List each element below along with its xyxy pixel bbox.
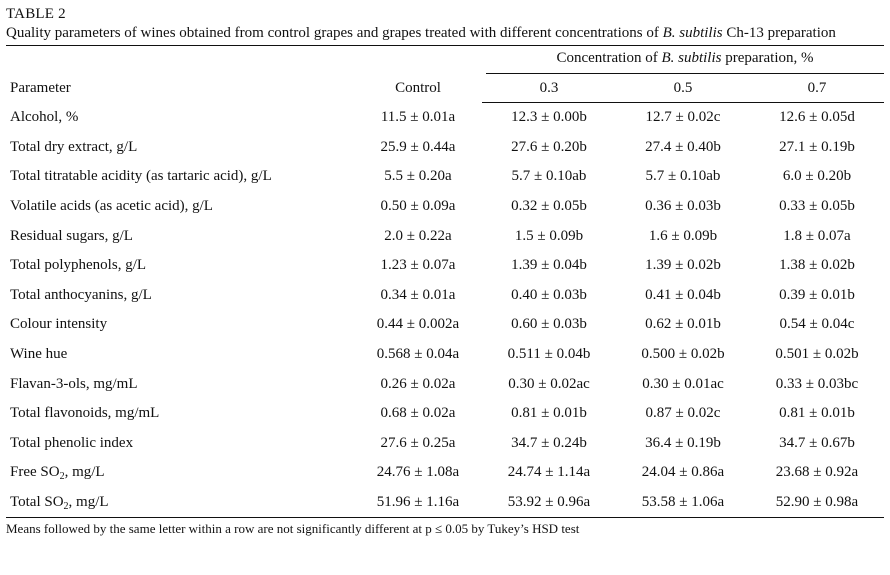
value-cell: 0.41 ± 0.04b bbox=[645, 286, 721, 303]
value-cell: 27.4 ± 0.40b bbox=[645, 138, 721, 155]
value-cell: 27.6 ± 0.25a bbox=[380, 434, 456, 451]
parameter-cell: Volatile acids (as acetic acid), g/L bbox=[10, 198, 213, 215]
parameter-subscript: 2 bbox=[59, 471, 65, 483]
value-cell: 0.26 ± 0.02a bbox=[380, 375, 456, 392]
table-row bbox=[6, 488, 884, 518]
header-concentration-unit: preparation, % bbox=[721, 49, 814, 66]
value-cell: 12.6 ± 0.05d bbox=[779, 109, 855, 126]
table-row bbox=[6, 340, 884, 370]
value-cell: 0.500 ± 0.02b bbox=[641, 346, 725, 363]
value-cell: 0.68 ± 0.02a bbox=[380, 405, 456, 422]
value-cell: 0.30 ± 0.01ac bbox=[642, 375, 724, 392]
value-cell: 0.87 ± 0.02c bbox=[645, 405, 721, 422]
parameter-unit: , mg/L bbox=[68, 494, 109, 511]
table-body bbox=[6, 103, 884, 518]
value-cell: 5.7 ± 0.10ab bbox=[645, 168, 721, 185]
value-cell: 27.6 ± 0.20b bbox=[511, 138, 587, 155]
parameter-cell: Alcohol, % bbox=[10, 109, 79, 126]
value-cell: 0.511 ± 0.04b bbox=[507, 346, 591, 363]
value-cell: 1.5 ± 0.09b bbox=[514, 227, 584, 244]
table-row bbox=[6, 133, 884, 163]
header-conc-0-5: 0.5 bbox=[616, 74, 750, 103]
value-cell: 34.7 ± 0.24b bbox=[511, 434, 587, 451]
value-cell: 0.62 ± 0.01b bbox=[645, 316, 721, 333]
value-cell: 0.50 ± 0.09a bbox=[380, 198, 456, 215]
value-cell: 1.8 ± 0.07a bbox=[783, 227, 851, 244]
value-cell: 53.92 ± 0.96a bbox=[482, 488, 616, 518]
parameter-cell: Total polyphenols, g/L bbox=[10, 257, 147, 274]
table-row bbox=[6, 369, 884, 399]
value-cell: 2.0 ± 0.22a bbox=[384, 227, 452, 244]
header-conc-0-7: 0.7 bbox=[750, 74, 884, 103]
table-row bbox=[6, 192, 884, 222]
value-cell: 52.90 ± 0.98a bbox=[750, 488, 884, 518]
value-cell: 34.7 ± 0.67b bbox=[779, 434, 855, 451]
parameter-main: Total SO bbox=[10, 494, 64, 511]
parameter-cell: Flavan-3-ols, mg/mL bbox=[10, 375, 138, 392]
value-cell: 11.5 ± 0.01a bbox=[380, 109, 456, 126]
value-cell: 1.6 ± 0.09b bbox=[648, 227, 718, 244]
header-conc-0-3: 0.3 bbox=[482, 74, 616, 103]
value-cell: 1.23 ± 0.07a bbox=[380, 257, 456, 274]
parameter-main: Free SO bbox=[10, 464, 60, 481]
parameter-cell bbox=[6, 488, 354, 518]
table-row bbox=[6, 251, 884, 281]
parameter-cell: Total anthocyanins, g/L bbox=[10, 286, 152, 303]
value-cell: 25.9 ± 0.44a bbox=[380, 138, 456, 155]
table-row bbox=[6, 310, 884, 340]
value-cell: 24.76 ± 1.08a bbox=[376, 464, 460, 481]
table-label: TABLE 2 bbox=[6, 6, 66, 22]
parameter-cell bbox=[6, 458, 354, 488]
table-row bbox=[6, 429, 884, 459]
caption-italic: B. subtilis bbox=[662, 25, 723, 41]
table-footnote: Means followed by the same letter within a row are not significantly different at p ≤ 0.05 by Tukey’s HSD test bbox=[6, 521, 580, 537]
value-cell: 0.33 ± 0.03bc bbox=[775, 375, 859, 392]
parameter-cell: Total phenolic index bbox=[10, 434, 134, 451]
value-cell: 0.54 ± 0.04c bbox=[779, 316, 855, 333]
header-concentration bbox=[482, 46, 884, 75]
value-cell: 6.0 ± 0.20b bbox=[782, 168, 852, 185]
value-cell: 53.58 ± 1.06a bbox=[616, 488, 750, 518]
value-cell: 27.1 ± 0.19b bbox=[779, 138, 855, 155]
value-cell: 23.68 ± 0.92a bbox=[775, 464, 859, 481]
parameter-cell: Total titratable acidity (as tartaric acid), g/L bbox=[10, 168, 272, 185]
parameter-cell: Residual sugars, g/L bbox=[10, 227, 133, 244]
parameter-cell: Wine hue bbox=[10, 346, 68, 363]
value-cell: 0.501 ± 0.02b bbox=[775, 346, 859, 363]
caption-text: Quality parameters of wines obtained from control grapes and grapes treated with different concentrations of bbox=[6, 25, 663, 41]
caption-text-end: Ch-13 preparation bbox=[722, 25, 836, 41]
value-cell: 51.96 ± 1.16a bbox=[354, 488, 482, 518]
value-cell: 0.33 ± 0.05b bbox=[779, 198, 855, 215]
value-cell: 0.60 ± 0.03b bbox=[511, 316, 587, 333]
table-caption bbox=[6, 24, 884, 42]
value-cell: 12.7 ± 0.02c bbox=[645, 109, 721, 126]
value-cell: 5.5 ± 0.20a bbox=[384, 168, 452, 185]
header-concentration-text: Concentration of bbox=[556, 49, 662, 66]
value-cell: 0.44 ± 0.002a bbox=[376, 316, 460, 333]
table-row bbox=[6, 162, 884, 192]
parameter-subscript: 2 bbox=[63, 501, 69, 513]
parameter-unit: , mg/L bbox=[64, 464, 105, 481]
header-concentration-italic: B. subtilis bbox=[661, 49, 722, 66]
value-cell: 1.39 ± 0.02b bbox=[645, 257, 721, 274]
table-row bbox=[6, 458, 884, 488]
table-container bbox=[6, 6, 884, 537]
value-cell: 1.38 ± 0.02b bbox=[779, 257, 855, 274]
value-cell: 0.81 ± 0.01b bbox=[511, 405, 587, 422]
header-parameter: Parameter bbox=[6, 46, 354, 103]
value-cell: 24.74 ± 1.14a bbox=[507, 464, 591, 481]
table-row bbox=[6, 399, 884, 429]
table-row bbox=[6, 281, 884, 311]
data-table bbox=[6, 45, 884, 518]
table-row bbox=[6, 103, 884, 133]
parameter-cell: Total flavonoids, mg/mL bbox=[10, 405, 160, 422]
value-cell: 0.36 ± 0.03b bbox=[645, 198, 721, 215]
value-cell: 0.39 ± 0.01b bbox=[779, 286, 855, 303]
value-cell: 24.04 ± 0.86a bbox=[641, 464, 725, 481]
value-cell: 12.3 ± 0.00b bbox=[511, 109, 587, 126]
header-control: Control bbox=[354, 46, 482, 103]
value-cell: 0.34 ± 0.01a bbox=[380, 286, 456, 303]
value-cell: 0.568 ± 0.04a bbox=[376, 346, 460, 363]
parameter-cell: Colour intensity bbox=[10, 316, 108, 333]
value-cell: 0.81 ± 0.01b bbox=[779, 405, 855, 422]
value-cell: 0.32 ± 0.05b bbox=[511, 198, 587, 215]
value-cell: 0.30 ± 0.02ac bbox=[508, 375, 590, 392]
value-cell: 36.4 ± 0.19b bbox=[645, 434, 721, 451]
table-row bbox=[6, 221, 884, 251]
parameter-cell: Total dry extract, g/L bbox=[10, 138, 138, 155]
value-cell: 1.39 ± 0.04b bbox=[511, 257, 587, 274]
value-cell: 0.40 ± 0.03b bbox=[511, 286, 587, 303]
value-cell: 5.7 ± 0.10ab bbox=[511, 168, 587, 185]
